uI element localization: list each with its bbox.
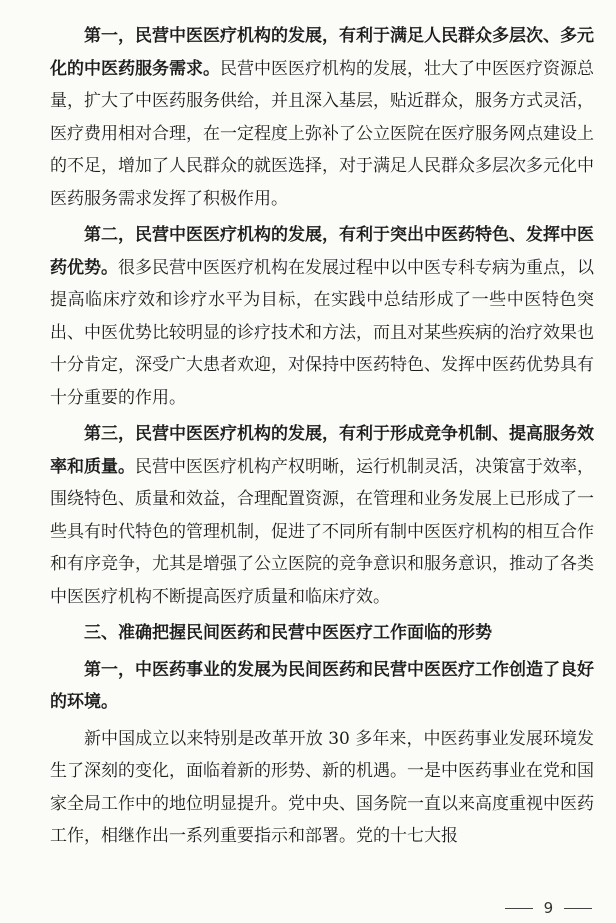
sub-heading: 第一，中医药事业的发展为民间医药和民营中医医疗工作创造了良好的环境。 <box>50 659 594 712</box>
paragraph-2-body: 很多民营中医医疗机构在发展过程中以中医专科专病为重点，以提高临床疗效和诊疗水平为目标，在实践中总结形成了一些中医特色突出、中医优势比较明显的诊疗技术和方法，而且对某些疾病的治疗效果也十分肯定，深受广大患者欢迎，对保持中医药特色、发挥中医药优势具有十分重要的作用。 <box>50 257 594 408</box>
section-heading: 三、准确把握民间医药和民营中医医疗工作面临的形势 <box>84 623 492 643</box>
paragraph-1-lead: 第一，民营中医医疗机构的发展，有利于满足人民群众多层次、多元化的中医药服务需求。 <box>50 26 594 79</box>
paragraph-1 <box>50 20 594 215</box>
paragraph-3 <box>50 418 594 613</box>
paragraph-2-lead: 第二，民营中医医疗机构的发展，有利于突出中医药特色、发挥中医药优势。 <box>50 225 594 278</box>
page-number <box>499 899 598 918</box>
page-number-dash-left <box>505 908 533 909</box>
paragraph-2 <box>50 219 594 414</box>
paragraph-final: 新中国成立以来特别是改革开放 30 多年来，中医药事业发展环境发生了深刻的变化，面临着新的形势、新的机遇。一是中医药事业在党和国家全局工作中的地位明显提升。党中央、国务院一直以来高度重视中医药工作，相继作出一系列重要指示和部署。党的十七大报 <box>50 728 594 846</box>
paragraph-3-body: 民营中医医疗机构产权明晰，运行机制灵活，决策富于效率，围绕特色、质量和效益，合理配置资源，在管理和业务发展上已形成了一些具有时代特色的管理机制，促进了不同所有制中医医疗机构的相互合作和有序竞争，尤其是增强了公立医院的竞争意识和服务意识，推动了各类中医医疗机构不断提高医疗质量和临床疗效。 <box>50 456 594 607</box>
paragraph-3-lead: 第三，民营中医医疗机构的发展，有利于形成竞争机制、提高服务效率和质量。 <box>50 424 594 477</box>
page-number-value: 9 <box>543 899 554 917</box>
paragraph-1-body: 民营中医医疗机构的发展，壮大了中医医疗资源总量，扩大了中医药服务供给，并且深入基层，贴近群众，服务方式灵活，医疗费用相对合理，在一定程度上弥补了公立医院在医疗服务网点建设上的不足，增加了人民群众的就医选择，对于满足人民群众多层次多元化中医药服务需求发挥了积极作用。 <box>50 58 594 209</box>
page-number-dash-right <box>564 908 592 909</box>
